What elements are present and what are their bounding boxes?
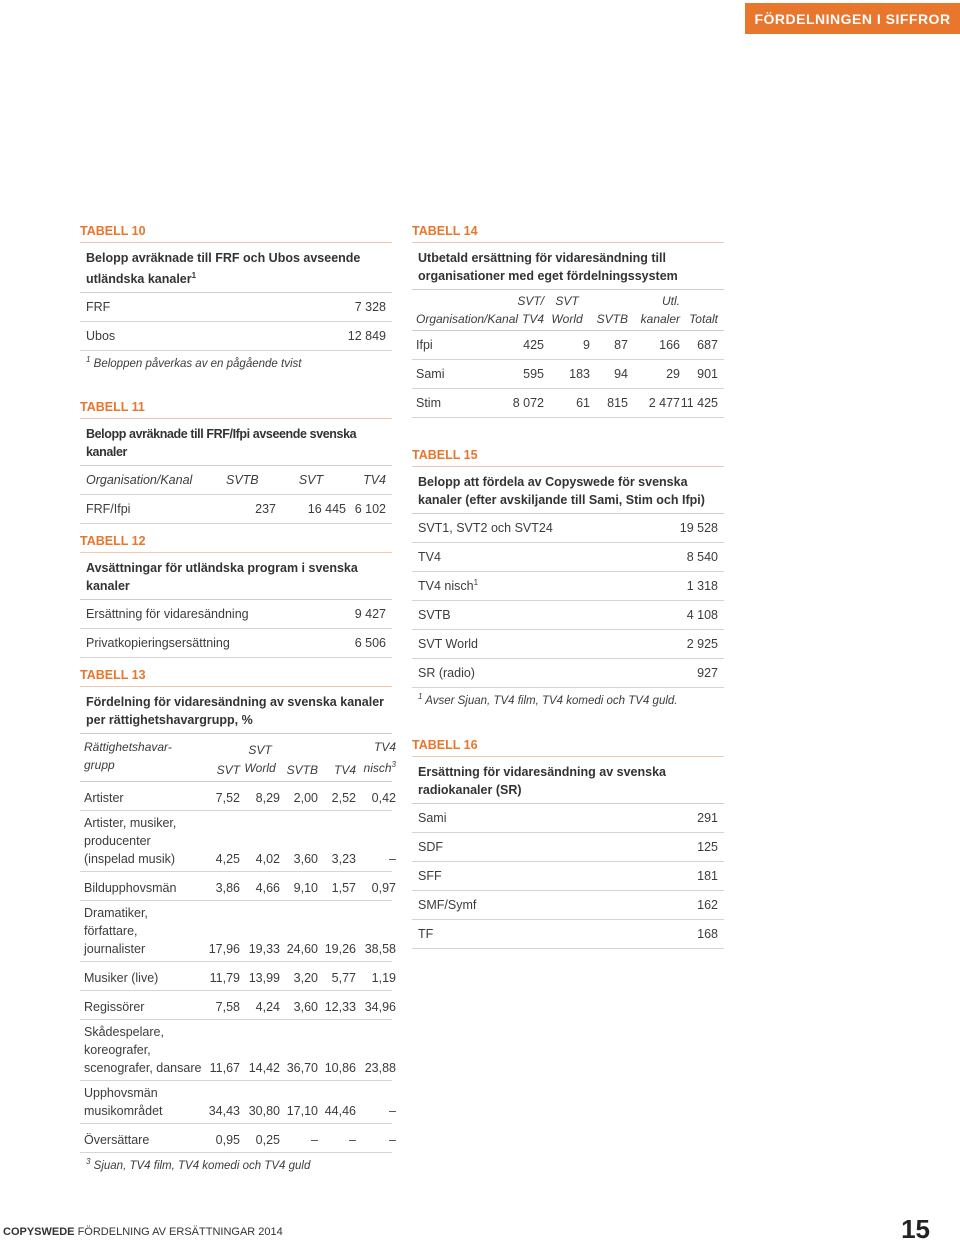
table-row	[412, 331, 724, 360]
footer: COPYSWEDE FÖRDELNING AV ERSÄTTNINGAR 2014	[3, 1226, 283, 1238]
table-row: SDF 125	[412, 833, 724, 862]
table-label: TABELL 13	[80, 668, 392, 687]
cell-value: 3,60	[293, 1000, 318, 1014]
cell-value: 9,10	[293, 881, 318, 895]
table-row: FRF 7 328	[80, 293, 392, 322]
cell-value: 24,60	[286, 942, 318, 956]
table-title: Avsättningar för utländska program i svenska kanaler	[80, 553, 392, 600]
cell-value: 4,66	[255, 881, 280, 895]
cell-value: 34,96	[364, 1000, 396, 1014]
table-title: Belopp avräknade till FRF/Ifpi avseende svenska kanaler	[80, 419, 392, 466]
cell-value: 11,79	[209, 971, 240, 985]
table-label: TABELL 10	[80, 224, 392, 243]
row-label: Artister	[84, 791, 124, 805]
table-row: Sami 291	[412, 804, 724, 833]
cell-value: 61	[576, 396, 590, 410]
cell-value: 901	[697, 367, 718, 381]
cell-value: 38,58	[364, 942, 396, 956]
cell-value: 19,33	[248, 942, 280, 956]
table-row	[412, 360, 724, 389]
table-row	[80, 1124, 396, 1153]
table-row: SMF/Symf 162	[412, 891, 724, 920]
cell-value: 94	[614, 367, 628, 381]
cell-value: 1,57	[331, 881, 356, 895]
table-label: TABELL 11	[80, 400, 392, 419]
cell-value: 9	[583, 338, 590, 352]
row-label: Bildupphovsmän	[84, 881, 177, 895]
cell-value: 13,99	[248, 971, 280, 985]
cell-value: 17,96	[208, 942, 240, 956]
cell-value: 44,46	[324, 1104, 356, 1118]
table-title: Belopp att fördela av Copyswede för svenska kanaler (efter avskiljande till Sami, Stim och Ifpi)	[412, 467, 724, 514]
page-number: 15	[901, 1214, 930, 1244]
table-row	[80, 962, 396, 991]
footnote: $^3$ Sjuan, TV4 film, TV4 komedi och TV4 guld	[86, 1157, 311, 1172]
footnote: $^1$ Avser Sjuan, TV4 film, TV4 komedi och TV4 guld.	[418, 692, 678, 707]
cell-value: 595	[523, 367, 544, 381]
cell-value: 10,86	[324, 1061, 356, 1075]
cell-value: 0,95	[215, 1133, 240, 1147]
table-label: TABELL 12	[80, 534, 392, 553]
table-row: FRF/Ifpi 237 16 445 6 102	[80, 495, 392, 524]
row-label: Stim	[416, 396, 441, 410]
table-row	[80, 782, 396, 811]
table-row: Ersättning för vidaresändning 9 427	[80, 600, 392, 629]
table-row: SVT1, SVT2 och SVT24 19 528	[412, 514, 724, 543]
table-10	[80, 224, 392, 374]
row-label: Artister, musiker, producenter (inspelad musik)	[84, 816, 177, 866]
table-header-row: Organisation/Kanal SVT/ TV4 SVT World SVTB Utl. kanaler Totalt	[412, 290, 724, 331]
table-body	[80, 782, 396, 1153]
table-row: SVTB 4 108	[412, 601, 724, 630]
table-row	[80, 991, 396, 1020]
table-row	[412, 389, 724, 418]
cell-value: 3,60	[293, 852, 318, 866]
table-15	[412, 448, 724, 711]
table-label: TABELL 15	[412, 448, 724, 467]
cell-value: 3,20	[293, 971, 318, 985]
cell-value: 2,52	[331, 791, 356, 805]
row-label: Regissörer	[84, 1000, 145, 1014]
table-14	[412, 224, 724, 418]
cell-value: 8 072	[512, 396, 544, 410]
row-label: Upphovsmän musikområdet	[84, 1086, 163, 1118]
table-12	[80, 534, 392, 658]
table-row: Privatkopieringsersättning 6 506	[80, 629, 392, 658]
cell-value: 36,70	[286, 1061, 318, 1075]
cell-value: 7,58	[215, 1000, 240, 1014]
table-title: Belopp avräknade till FRF och Ubos avseende utländska kanaler$^1$	[80, 243, 392, 293]
cell-value: 4,02	[255, 852, 280, 866]
cell-value: 815	[607, 396, 628, 410]
cell-value: 3,23	[331, 852, 356, 866]
cell-value: 8,29	[255, 791, 280, 805]
cell-value: –	[311, 1133, 318, 1147]
cell-value: 0,42	[371, 791, 396, 805]
cell-value: 1,19	[371, 971, 396, 985]
cell-value: 183	[569, 367, 590, 381]
cell-value: –	[389, 1133, 396, 1147]
cell-value: 425	[523, 338, 544, 352]
cell-value: 19,26	[324, 942, 356, 956]
table-row: SFF 181	[412, 862, 724, 891]
table-label: TABELL 16	[412, 738, 724, 757]
cell-value: 687	[697, 338, 718, 352]
table-row: TF 168	[412, 920, 724, 949]
cell-value: 29	[666, 367, 680, 381]
cell-value: 5,77	[331, 971, 356, 985]
table-label: TABELL 14	[412, 224, 724, 243]
row-label: Skådespelare, koreografer, scenografer, dansare	[84, 1025, 202, 1075]
cell-value: 3,86	[215, 881, 240, 895]
table-row: TV4 8 540	[412, 543, 724, 572]
table-row: TV4 nisch$^1$ 1 318	[412, 572, 724, 601]
cell-value: 0,97	[371, 881, 396, 895]
cell-value: 87	[614, 338, 628, 352]
table-title: Fördelning för vidaresändning av svenska kanaler per rättighetshavargrupp, %	[80, 687, 392, 734]
section-badge: FÖRDELNINGEN I SIFFROR	[745, 3, 960, 34]
table-row: Ubos 12 849	[80, 322, 392, 351]
cell-value: 2 477	[648, 396, 680, 410]
table-13	[80, 668, 396, 1176]
cell-value: 23,88	[364, 1061, 396, 1075]
cell-value: 4,24	[255, 1000, 280, 1014]
row-label: Dramatiker, författare, journalister	[84, 906, 148, 956]
cell-value: 11 425	[680, 396, 718, 410]
row-label: Musiker (live)	[84, 971, 159, 985]
table-16	[412, 738, 724, 949]
table-title: Ersättning för vidaresändning av svenska radiokanaler (SR)	[412, 757, 724, 804]
table-row: SR (radio) 927	[412, 659, 724, 688]
cell-value: –	[349, 1133, 356, 1147]
cell-value: 11,67	[209, 1061, 240, 1075]
table-row	[80, 901, 396, 962]
cell-value: –	[389, 1104, 396, 1118]
table-row	[80, 1081, 396, 1124]
cell-value: 2,00	[293, 791, 318, 805]
footnote: $^1$ Beloppen påverkas av en pågående tvist	[86, 355, 302, 370]
table-row: SVT World 2 925	[412, 630, 724, 659]
table-body	[412, 331, 724, 418]
cell-value: 34,43	[208, 1104, 240, 1118]
table-title: Utbetald ersättning för vidaresändning till organisationer med eget fördelningssystem	[412, 243, 724, 290]
cell-value: 0,25	[255, 1133, 280, 1147]
row-label: Översättare	[84, 1133, 150, 1147]
table-row	[80, 872, 396, 901]
cell-value: 166	[659, 338, 680, 352]
cell-value: 4,25	[215, 852, 240, 866]
cell-value: 30,80	[248, 1104, 280, 1118]
table-11	[80, 400, 392, 524]
table-header-row: Organisation/Kanal SVTB SVT TV4	[80, 466, 392, 495]
row-label: Sami	[416, 367, 445, 381]
cell-value: 12,33	[324, 1000, 356, 1014]
row-label: Ifpi	[416, 338, 433, 352]
cell-value: 17,10	[286, 1104, 318, 1118]
table-row	[80, 811, 396, 872]
table-header-row: Rättighetshavar- grupp SVT SVT World SVTB TV4 TV4 nisch$^3$	[80, 734, 392, 782]
cell-value: –	[389, 852, 396, 866]
cell-value: 7,52	[215, 791, 240, 805]
cell-value: 14,42	[248, 1061, 280, 1075]
table-row	[80, 1020, 396, 1081]
